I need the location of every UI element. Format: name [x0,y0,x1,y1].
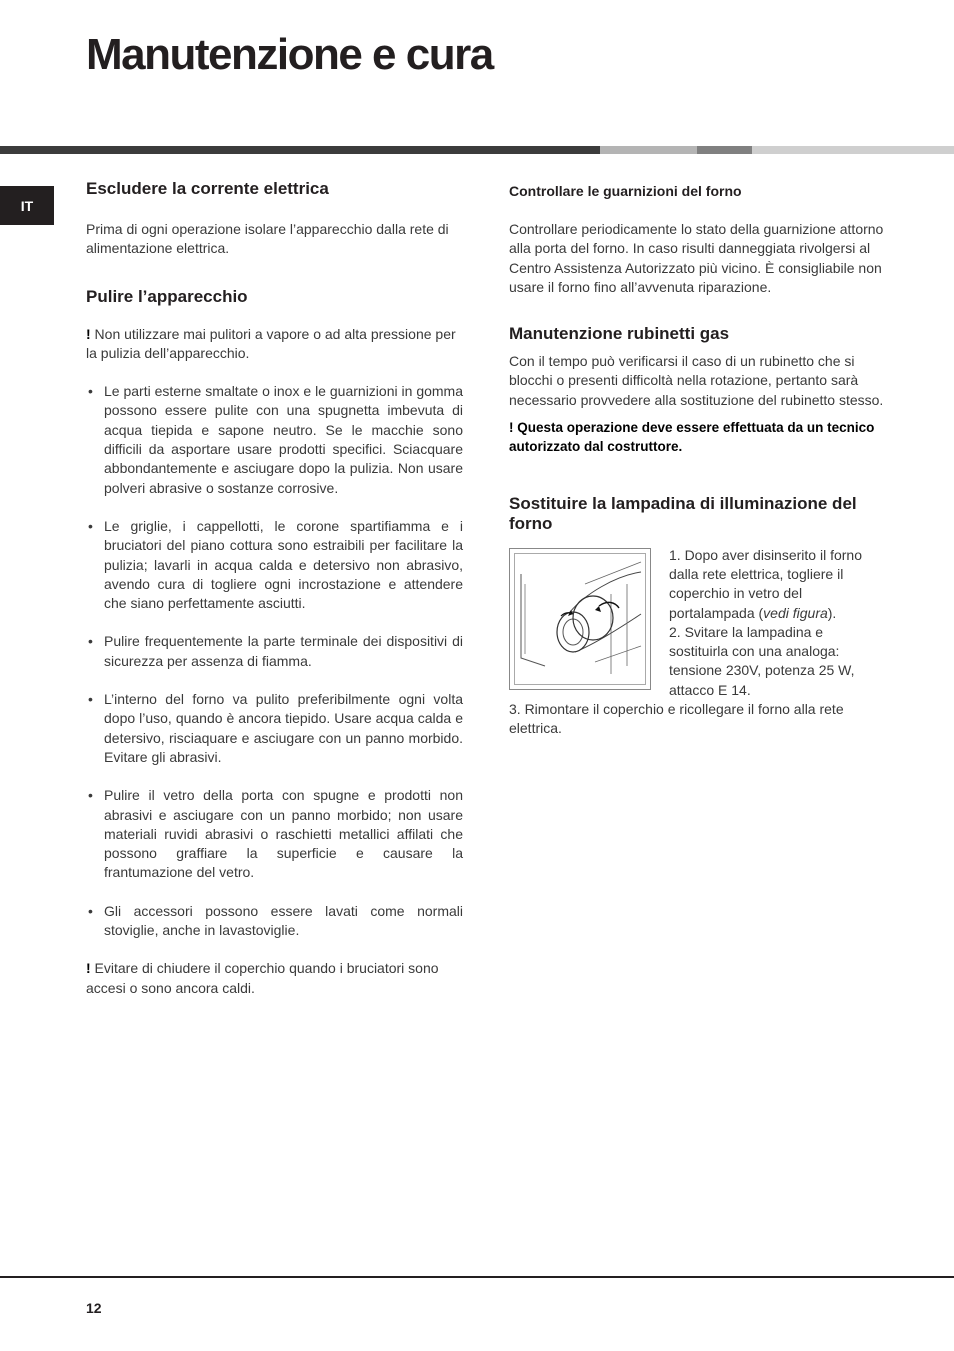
header-bar-dark [0,146,600,154]
footer-divider [0,1276,954,1278]
lamp-step-2: 2. Svitare la lampadina e sostituirla con una analoga: tensione 230V, potenza 25 W, attacco E 14. [669,623,855,698]
lid-warning-text: Evitare di chiudere il coperchio quando i bruciatori sono accesi o sono ancora caldi. [86,960,439,996]
gas-taps-warning: ! Questa operazione deve essere effettuata da un tecnico autorizzato dal costruttore. [509,420,875,455]
lamp-step-3: 3. Rimontare il coperchio e ricollegare il forno alla rete elettrica. [509,701,844,737]
bullet: • [88,787,93,804]
bullet: • [88,902,93,919]
list-item: • Pulire il vetro della porta con spugne e prodotti non abrasivi e asciugare con un panno morbido; non usare materiali ruvidi abrasivi o raschietti metallici affilati che possono graffiare la superficie e causare la frantumazione del vetro. [88,787,463,881]
list-item: • Le parti esterne smaltate o inox e le guarnizioni in gomma possono essere pulite con una spugnetta imbevuta di acqua tiepida e sapone neutro. Se le macchie sono difficili da asportare usare prodotti specifici. Sciacquare abbondantemente e asciugare dopo la pulizia. Non usare polveri abrasive o sostanze corrosive. [88,383,463,496]
lamp-figure [509,548,651,690]
section-heading-lamp: Sostituire la lampadina di illuminazione del forno [509,493,857,533]
bullet: • [88,691,93,708]
left-column [86,178,463,998]
oven-lamp-illustration-icon [515,554,645,684]
section-heading-gas-taps: Manutenzione rubinetti gas [509,324,730,344]
list-item: • Gli accessori possono essere lavati come normali stoviglie, anche in lavastoviglie. [88,902,463,939]
warning-mark: ! [86,325,91,342]
section-heading-cleaning: Pulire l’apparecchio [86,286,248,306]
bullet: • [88,383,93,400]
power-text: Prima di ogni operazione isolare l’apparecchio dalla rete di alimentazione elettrica. [86,221,449,257]
list-item: • Le griglie, i cappellotti, le corone spartifiamma e i bruciatori del piano cottura sono estraibili per facilitare la pulizia; lavarli in acqua calda e detersivo non abrasivo, avendo cura di togliere ogni incrostazione e attendere che siano perfettamente asciutti. [88,517,463,612]
language-tab: IT [0,186,54,225]
section-heading-gasket: Controllare le guarnizioni del forno [509,183,742,199]
lid-warning [86,959,463,998]
bullet: • [88,633,93,650]
cleaning-warning-text: Non utilizzare mai pulitori a vapore o ad alta pressione per la pulizia dell’apparecchio. [86,325,456,361]
cleaning-warning [86,325,463,364]
header-bar-mid [697,146,752,154]
header-bar-light [600,146,697,154]
lamp-instructions [509,546,886,739]
gas-taps-text: Con il tempo può verificarsi il caso di un rubinetto che si blocchi o presenti difficoltà nella rotazione, pertanto sarà necessario provvedere alla sostituzione del rubinetto stesso. [509,353,884,408]
list-item: • Pulire frequentemente la parte terminale dei dispositivi di sicurezza per assenza di fiamma. [88,633,463,669]
cleaning-list [86,382,463,940]
right-column [509,178,886,739]
page-number: 12 [86,1300,102,1316]
list-item: • L’interno del forno va pulito preferibilmente ogni volta dopo l’uso, quando è ancora tiepido. Usare acqua calda e detersivo, risciaquare e asciugare con un panno morbido. Evitare gli abrasivi. [88,691,463,765]
bullet: • [88,517,93,534]
section-heading-power: Escludere la corrente elettrica [86,179,329,198]
header-bar-pale [752,146,954,154]
warning-mark: ! [86,960,91,977]
lamp-step-1: 1. Dopo aver disinserito il forno dalla rete elettrica, togliere il coperchio in vetro del portalampada (vedi figura). [669,546,862,621]
page-title: Manutenzione e cura [86,30,493,79]
gasket-text: Controllare periodicamente lo stato della guarnizione attorno alla porta del forno. In caso risulti danneggiata rivolgersi al Centro Assistenza Autorizzato più vicino. È consigliabile non usare il forno fino all’avvenuta riparazione. [509,221,884,295]
